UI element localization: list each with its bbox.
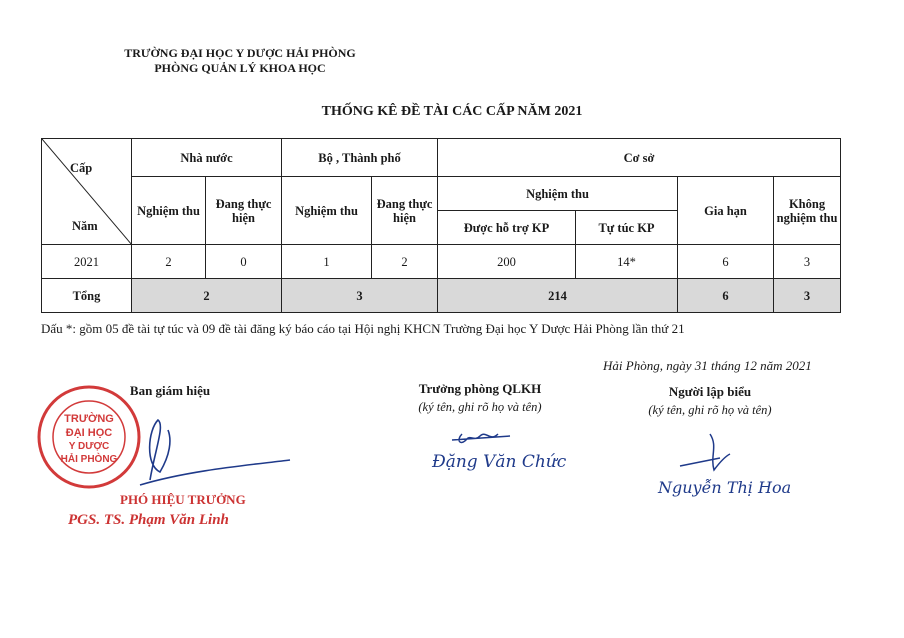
group-header-co-so: Cơ sở [438, 139, 841, 177]
cell-nn-nghiem-thu: 2 [132, 245, 206, 279]
preparer-instruction: (ký tên, ghi rõ họ và tên) [648, 403, 772, 417]
col-header-khong-nghiem-thu: Không nghiệm thu [774, 177, 841, 245]
statistics-table [41, 138, 841, 313]
col-header-bo-dang-thuc-hien: Đang thực hiện [372, 177, 438, 245]
cell-bo-nghiem-thu: 1 [282, 245, 372, 279]
diagonal-header-cell [42, 139, 132, 245]
table-row-total [42, 279, 841, 313]
svg-text:HẢI PHÒNG: HẢI PHÒNG [60, 454, 118, 465]
group-header-nha-nuoc: Nhà nước [132, 139, 282, 177]
cell-total-label: Tổng [42, 279, 132, 313]
svg-text:ĐẠI HỌC: ĐẠI HỌC [65, 427, 113, 439]
head-of-department-instruction: (ký tên, ghi rõ họ và tên) [418, 400, 542, 414]
preparer-title: Người lập biểu [668, 384, 752, 399]
department-name: PHÒNG QUẢN LÝ KHOA HỌC [154, 61, 326, 75]
cell-total-bo: 3 [282, 279, 438, 313]
principal-signature [110, 410, 300, 500]
svg-text:Y DƯỢC: Y DƯỢC [68, 441, 110, 452]
preparer-name: Nguyễn Thị Hoa [658, 478, 792, 497]
cell-total-gia-han: 6 [678, 279, 774, 313]
level-label: Cấp [70, 161, 93, 175]
col-header-gia-han: Gia hạn [678, 177, 774, 245]
footnote: Dấu *: gồm 05 đề tài tự túc và 09 đề tài đăng ký báo cáo tại Hội nghị KHCN Trường Đại học Y Dược Hải Phòng lần thứ 21 [41, 321, 685, 336]
col-header-co-so-nghiem-thu: Nghiệm thu [438, 177, 678, 211]
cell-year: 2021 [42, 245, 132, 279]
cell-khong-nghiem-thu: 3 [774, 245, 841, 279]
col-header-nn-nghiem-thu: Nghiệm thu [132, 177, 206, 245]
cell-gia-han: 6 [678, 245, 774, 279]
vice-principal-position: PHÓ HIỆU TRƯỞNG [120, 492, 246, 507]
col-header-bo-nghiem-thu: Nghiệm thu [282, 177, 372, 245]
cell-duoc-ho-tro: 200 [438, 245, 576, 279]
year-label: Năm [72, 219, 98, 233]
group-header-bo-thanh-pho: Bộ , Thành phố [282, 139, 438, 177]
preparer-signature [670, 426, 750, 476]
university-name: TRƯỜNG ĐẠI HỌC Y DƯỢC HẢI PHÒNG [124, 46, 356, 60]
head-of-department-name: Đặng Văn Chức [432, 452, 567, 472]
board-title: Ban giám hiệu [129, 383, 211, 398]
cell-nn-dang-thuc-hien: 0 [206, 245, 282, 279]
document-title: THỐNG KÊ ĐỀ TÀI CÁC CẤP NĂM 2021 [321, 104, 583, 119]
cell-total-khong-nghiem-thu: 3 [774, 279, 841, 313]
col-header-nn-dang-thuc-hien: Đang thực hiện [206, 177, 282, 245]
cell-total-co-so: 214 [438, 279, 678, 313]
svg-text:TRƯỜNG: TRƯỜNG [64, 413, 114, 425]
head-of-department-title: Trưởng phòng QLKH [418, 381, 542, 396]
col-header-duoc-ho-tro: Được hỗ trợ KP [438, 211, 576, 245]
cell-bo-dang-thuc-hien: 2 [372, 245, 438, 279]
table-row-2021 [42, 245, 841, 279]
col-header-tu-tuc: Tự túc KP [576, 211, 678, 245]
cell-tu-tuc: 14* [576, 245, 678, 279]
date-line: Hải Phòng, ngày 31 tháng 12 năm 2021 [603, 358, 812, 373]
cell-total-nha-nuoc: 2 [132, 279, 282, 313]
vice-principal-name: PGS. TS. Phạm Văn Linh [68, 512, 229, 528]
document-header [120, 46, 360, 76]
